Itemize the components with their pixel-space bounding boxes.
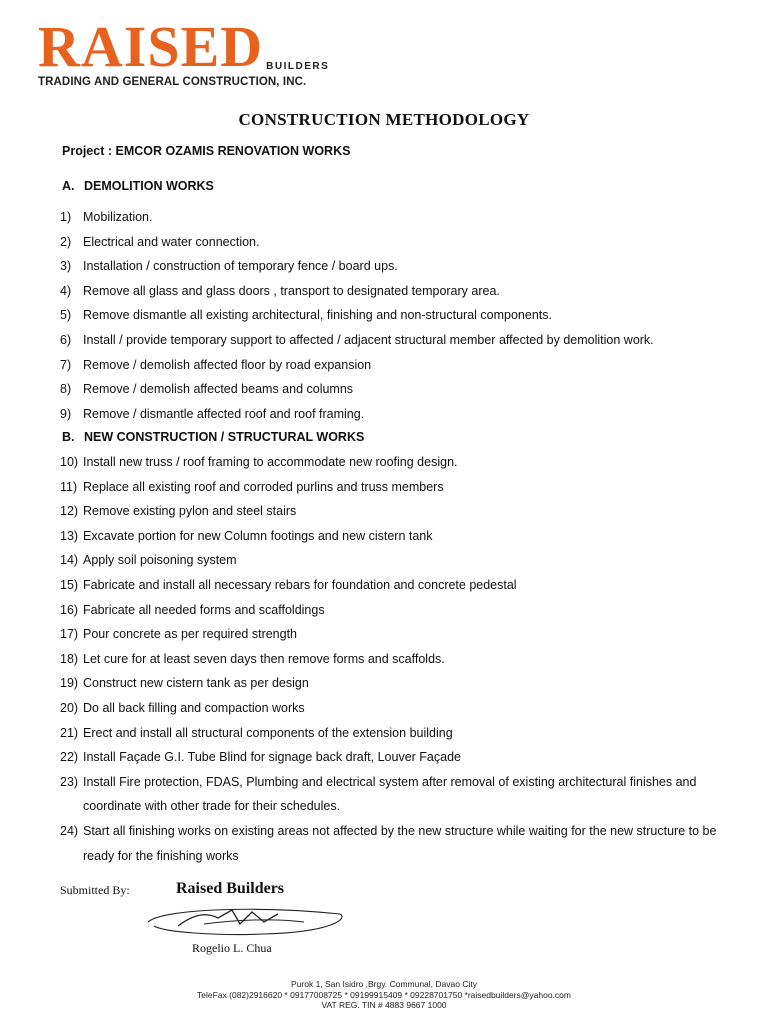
item-text: Apply soil poisoning system: [83, 553, 237, 568]
item-number: 1): [60, 210, 72, 224]
project-line: Project : EMCOR OZAMIS RENOVATION WORKS: [62, 144, 351, 158]
signoff-company: Raised Builders: [176, 880, 285, 897]
list-item: [60, 647, 740, 672]
item-number: 14): [60, 553, 79, 568]
signature-image: [144, 902, 348, 940]
company-tagline: TRADING AND GENERAL CONSTRUCTION, INC.: [38, 76, 307, 88]
section-a-letter: A.: [62, 179, 75, 193]
item-text: Install Fire protection, FDAS, Plumbing and electrical system after removal of existing architectural finishes and coordinate with other trade for their schedules.: [83, 774, 697, 814]
list-item: [60, 450, 740, 475]
item-text: Replace all existing roof and corroded purlins and truss members: [83, 479, 444, 494]
item-number: 24): [60, 823, 79, 838]
section-b-title: NEW CONSTRUCTION / STRUCTURAL WORKS: [84, 430, 365, 444]
item-number: 8): [60, 382, 72, 397]
footer-vat: VAT REG. TIN # 4883 9667 1000: [321, 1000, 447, 1010]
item-number: 13): [60, 528, 79, 543]
list-item: [60, 745, 740, 770]
letterhead-footer: [0, 979, 768, 1011]
item-number: 17): [60, 627, 79, 642]
list-item: [60, 548, 740, 573]
list-item: [60, 475, 740, 500]
list-item: [60, 303, 740, 328]
item-text: Install Façade G.I. Tube Blind for signage back draft, Louver Façade: [83, 750, 461, 765]
item-text: Do all back filling and compaction works: [83, 700, 305, 715]
item-text: Fabricate and install all necessary rebars for foundation and concrete pedestal: [83, 577, 517, 592]
item-number: 2): [60, 234, 72, 249]
list-item: [60, 230, 740, 255]
item-text: Remove existing pylon and steel stairs: [83, 504, 297, 519]
item-number: 22): [60, 750, 79, 765]
list-item: [60, 598, 740, 623]
list-item: [60, 671, 740, 696]
brand-wordmark: RAISED: [38, 14, 264, 79]
list-item: [60, 573, 740, 598]
footer-contacts: TeleFax (082)2916620 * 09177008725 * 09199915409 * 09228701750 *raisedbuilders@yahoo.com: [197, 989, 571, 1000]
item-number: 20): [60, 700, 79, 715]
list-item: [60, 499, 740, 524]
construction-list: [60, 450, 740, 868]
list-item: [60, 279, 740, 304]
list-item: [60, 770, 740, 819]
item-text: Construct new cistern tank as per design: [83, 676, 309, 691]
section-b-heading: [62, 430, 364, 444]
submitted-by-label: Submitted By:: [60, 883, 130, 897]
demolition-list: [60, 205, 740, 426]
item-text: Remove all glass and glass doors , transport to designated temporary area.: [83, 283, 500, 298]
item-text: Fabricate all needed forms and scaffoldings: [83, 602, 325, 617]
list-item: [60, 205, 740, 230]
list-item: [60, 353, 740, 378]
list-item: [60, 377, 740, 402]
item-number: 15): [60, 577, 79, 592]
item-text: Erect and install all structural components of the extension building: [83, 725, 453, 740]
document-title: CONSTRUCTION METHODOLOGY: [238, 110, 530, 129]
item-number: 18): [60, 651, 79, 666]
item-number: 12): [60, 504, 79, 519]
list-item: [60, 622, 740, 647]
brand-suffix: BUILDERS: [266, 61, 330, 72]
item-number: 4): [60, 283, 72, 298]
item-text: Mobilization.: [83, 210, 153, 224]
item-number: 21): [60, 725, 79, 740]
item-text: Installation / construction of temporary fence / board ups.: [83, 259, 398, 274]
logo-row: [38, 14, 330, 79]
item-number: 16): [60, 602, 79, 617]
item-text: Install new truss / roof framing to accommodate new roofing design.: [83, 455, 458, 469]
list-item: [60, 254, 740, 279]
list-item: [60, 721, 740, 746]
item-number: 7): [60, 357, 72, 372]
item-number: 11): [60, 479, 78, 494]
item-text: Pour concrete as per required strength: [83, 627, 298, 642]
item-number: 9): [60, 406, 72, 421]
list-item: [60, 524, 740, 549]
list-item: [60, 819, 740, 868]
item-number: 19): [60, 676, 79, 691]
item-number: 3): [60, 259, 72, 274]
item-text: Electrical and water connection.: [83, 234, 260, 249]
section-b-letter: B.: [62, 430, 75, 444]
item-text: Remove / demolish affected beams and columns: [83, 382, 354, 397]
item-number: 23): [60, 774, 79, 789]
list-item: [60, 328, 740, 353]
list-item: [60, 696, 740, 721]
item-text: Remove / demolish affected floor by road expansion: [83, 357, 372, 372]
item-number: 6): [60, 332, 72, 347]
item-number: 5): [60, 308, 72, 323]
letterhead-logo: [38, 14, 330, 88]
footer-address: Purok 1, San Isidro ,Brgy. Communal, Davao City: [291, 979, 477, 989]
item-text: Let cure for at least seven days then remove forms and scaffolds.: [83, 651, 445, 666]
section-a-heading: [62, 179, 214, 193]
item-text: Remove / dismantle affected roof and roof framing.: [83, 406, 365, 421]
item-text: Remove dismantle all existing architectural, finishing and non-structural components.: [83, 308, 552, 323]
item-number: 10): [60, 455, 79, 469]
section-a-title: DEMOLITION WORKS: [84, 179, 214, 193]
signer-name: Rogelio L. Chua: [192, 941, 272, 955]
item-text: Start all finishing works on existing areas not affected by the new structure while waiting for the new structure to be ready for the finishing works: [83, 823, 717, 863]
list-item: [60, 402, 740, 427]
item-text: Excavate portion for new Column footings and new cistern tank: [83, 528, 433, 543]
item-text: Install / provide temporary support to affected / adjacent structural member affected by demolition work.: [83, 332, 654, 347]
